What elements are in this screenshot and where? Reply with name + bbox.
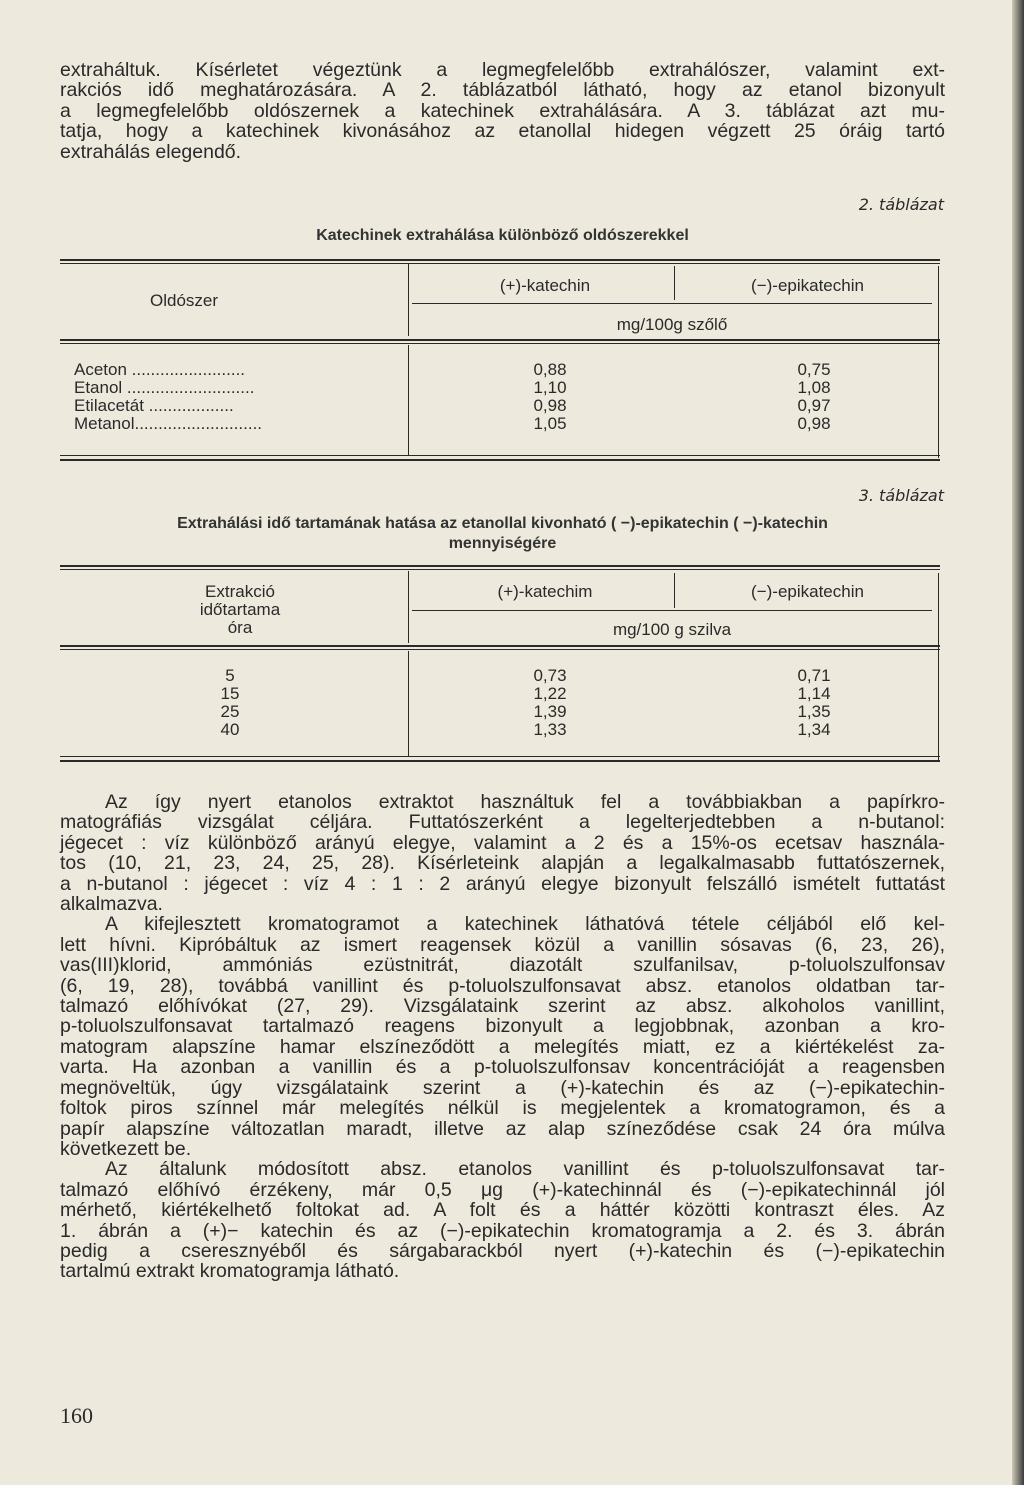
table2-caption: Katechinek extrahálása különböző oldószerekkel bbox=[316, 227, 689, 244]
table3-caption-line: Extrahálási idő tartamának hatása az etanollal kivonható ( −)-epikatechin ( −)-katechin bbox=[177, 515, 828, 532]
table-cell: 5 bbox=[225, 666, 235, 685]
table-row: Etilacetát .................. bbox=[74, 396, 234, 415]
text-line: jégecet : víz különböző arányú elegye, valamint a 2 és a 15%-os ecetsav használa- bbox=[60, 831, 945, 854]
text-line: vas(III)klorid, ammóniás ezüstnitrát, diazotált szulfanilsav, p-toluolszulfonsav bbox=[60, 954, 945, 977]
text-line: p-toluolszulfonsavat tartalmazó reagens bizonyult a legjobbnak, azonban a kro- bbox=[60, 1015, 945, 1038]
table3-caption bbox=[60, 514, 945, 554]
header-line: óra bbox=[227, 618, 253, 637]
text-line: tatja, hogy a katechinek kivonásához az etanollal hidegen végzett 25 óráig tartó bbox=[60, 120, 945, 143]
text-line: matográfiás vizsgálat céljára. Futtatószerként a legelterjedtebben a n-butanol: bbox=[60, 811, 945, 834]
table3-header-duration bbox=[140, 583, 340, 637]
text-line: foltok piros színnel már melegítés nélkül is megjelentek a kromatogramon, és a bbox=[60, 1097, 945, 1120]
text-line: talmazó előhívó érzékeny, már 0,5 μg (+)-katechinnál és (−)-epikatechinnál jól bbox=[60, 1178, 945, 1201]
table-cell: 25 bbox=[220, 702, 240, 721]
table-cell: 0,71 bbox=[797, 666, 831, 685]
table-cell: 1,39 bbox=[533, 702, 567, 721]
text-line: tartalmú extrakt kromatogramja látható. bbox=[60, 1260, 400, 1283]
page-edge bbox=[1012, 0, 1024, 1485]
text-line: papír alapszíne változatlan maradt, illetve az alap színeződése csak 24 óra múlva bbox=[60, 1117, 945, 1140]
table-cell: 1,35 bbox=[797, 702, 831, 721]
table-cell: 0,75 bbox=[797, 360, 831, 379]
intro-paragraph bbox=[60, 60, 945, 162]
table-cell: 40 bbox=[220, 720, 240, 739]
table3-header-epicatechin: (−)-epikatechin bbox=[751, 582, 864, 601]
table-cell: 1,14 bbox=[797, 684, 831, 703]
table-cell: 1,10 bbox=[533, 378, 567, 397]
table-cell: 1,34 bbox=[797, 720, 831, 739]
table-cell: 0,98 bbox=[797, 414, 831, 433]
row-label: Etanol bbox=[74, 378, 123, 397]
text-line: rakciós idő meghatározására. A 2. táblázatból látható, hogy az etanol bizonyult bbox=[60, 79, 945, 102]
table-row: Metanol........................... bbox=[74, 414, 263, 433]
table-cell: 1,22 bbox=[533, 684, 567, 703]
row-label: Metanol bbox=[74, 414, 135, 433]
header-line: Extrakció bbox=[205, 582, 275, 601]
text-line: Az így nyert etanolos extraktot használtuk fel a továbbiakban a papírkro- bbox=[105, 791, 945, 813]
text-line: extrahálás elegendő. bbox=[60, 140, 242, 163]
text-line: a n-butanol : jégecet : víz 4 : 1 : 2 arányú elegye bizonyult felszálló ismételt futtatást bbox=[60, 872, 945, 895]
table-cell: 0,73 bbox=[533, 666, 567, 685]
table-cell: 15 bbox=[220, 684, 240, 703]
text-line: varta. Ha azonban a vanillin és a p-toluolszulfonsav koncentrációját a reagensben bbox=[60, 1056, 945, 1079]
text-line: lett hívni. Kipróbáltuk az ismert reagensek közül a vanillin sósavas (6, 23, 26), bbox=[60, 933, 945, 956]
text-line: a legmegfelelőbb oldószernek a katechinek extrahálására. A 3. táblázat azt mu- bbox=[60, 99, 945, 122]
table3-header-catechin: (+)-katechim bbox=[497, 582, 593, 601]
body-text bbox=[60, 792, 945, 1282]
text-line: következett be. bbox=[60, 1137, 192, 1160]
table-cell: 1,08 bbox=[797, 378, 831, 397]
table2-number: 2. táblázat bbox=[858, 195, 944, 214]
table-row: Etanol ........................... bbox=[74, 378, 255, 397]
text-line: pedig a cseresznyéből és sárgabarackból nyert (+)-katechin és (−)-epikatechin bbox=[60, 1239, 945, 1262]
table3-caption-line: mennyiségére bbox=[448, 535, 557, 552]
table-cell: 1,33 bbox=[533, 720, 567, 739]
table2-header-catechin: (+)-katechin bbox=[499, 276, 591, 295]
table-row: Aceton ........................ bbox=[74, 360, 246, 379]
table-cell: 1,05 bbox=[533, 414, 567, 433]
table-cell: 0,97 bbox=[797, 396, 831, 415]
page-number: 160 bbox=[60, 1403, 93, 1428]
table2-header-solvent: Oldószer bbox=[150, 291, 219, 310]
table-cell: 0,98 bbox=[533, 396, 567, 415]
row-label: Aceton bbox=[74, 360, 127, 379]
text-line: tos (10, 21, 23, 24, 25, 28). Kísérleteink alapján a legalkalmasabb futtatószernek, bbox=[60, 852, 945, 875]
row-label: Etilacetát bbox=[74, 396, 144, 415]
text-line: (6, 19, 28), továbbá vanillint és p-toluolszulfonsavat absz. etanolos oldatban tar- bbox=[60, 974, 945, 997]
text-line: A kifejlesztett kromatogramot a katechinek láthatóvá tétele céljából elő kel- bbox=[105, 913, 945, 936]
text-line: talmazó előhívókat (27, 29). Vizsgálataink szerint az absz. alkoholos vanillint, bbox=[60, 995, 945, 1018]
table2-header-epicatechin: (−)-epikatechin bbox=[751, 276, 864, 295]
table3-unit: mg/100 g szilva bbox=[612, 620, 732, 639]
text-line: Az általunk módosított absz. etanolos vanillint és p-toluolszulfonsavat tar- bbox=[105, 1158, 945, 1181]
text-line: extraháltuk. Kísérletet végeztünk a legmegfelelőbb extrahálószer, valamint ext- bbox=[60, 59, 945, 81]
table3-number: 3. táblázat bbox=[858, 486, 944, 505]
table2-unit: mg/100g szőlő bbox=[616, 315, 728, 334]
text-line: mérhető, kiértékelhető foltokat ad. A folt és a háttér közötti kontraszt éles. Az bbox=[60, 1199, 945, 1222]
header-line: időtartama bbox=[199, 600, 281, 619]
text-line: megnöveltük, úgy vizsgálataink szerint a (+)-katechin és az (−)-epikatechin- bbox=[60, 1076, 945, 1099]
table-cell: 0,88 bbox=[533, 360, 567, 379]
text-line: 1. ábrán a (+)− katechin és az (−)-epikatechin kromatogramja a 2. és 3. ábrán bbox=[60, 1219, 945, 1242]
text-line: matogram alapszíne hamar elszíneződött a melegítés miatt, ez a kiértékelést za- bbox=[60, 1035, 945, 1058]
text-line: alkalmazva. bbox=[60, 893, 163, 916]
